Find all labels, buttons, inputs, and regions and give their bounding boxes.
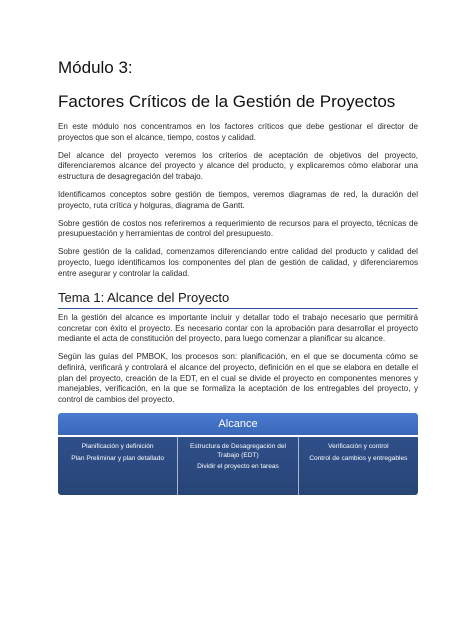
intro-paragraph: En este módulo nos concentramos en los factores críticos que debe gestionar el director de proyectos que son el alcance, tiempo, costos y calidad. — [58, 122, 418, 142]
intro-paragraph: Del alcance del proyecto veremos los criterios de aceptación de objetivos del proyecto, diferenciaremos alcance del proyecto y alcance del producto, y explicaremos cómo elaborar una estructura de desagregación del trabajo. — [58, 150, 418, 181]
section-paragraph: Según las guías del PMBOK, los procesos son: planificación, en el que se documenta cómo se definirá, verificará y controlará el alcance del proyecto, definición en el que se elabora en detalle el plan del proyecto, creación de la EDT, en el cual se divide el proyecto en componentes menores y manejables, verificación, en la que se formaliza la aceptación de los entregables del proyecto, y control de cambios del proyecto. — [58, 352, 418, 404]
scope-diagram — [58, 413, 418, 495]
intro-paragraph: Sobre gestión de costos nos referiremos a requerimiento de recursos para el proyecto, técnicas de presupuestación y herramientas de control del presupuesto. — [58, 218, 418, 239]
diagram-column-edt — [178, 437, 298, 495]
intro-paragraph: Identificamos conceptos sobre gestión de tiempos, veremos diagramas de red, la duración del proyecto, ruta crítica y holguras, diagrama de Gantt. — [58, 189, 418, 210]
diagram-column-text: Control de cambios y entregables — [309, 454, 408, 462]
intro-paragraph: Sobre gestión de la calidad, comenzamos diferenciando entre calidad del producto y calidad del proyecto, luego identificamos los componentes del plan de gestión de calidad, y diferenciaremos entre asegurar y controlar la calidad. — [58, 247, 418, 278]
section-title: Tema 1: Alcance del Proyecto — [58, 290, 418, 309]
page-content — [58, 58, 418, 495]
module-title: Módulo 3: — [58, 58, 133, 77]
page-title: Factores Críticos de la Gestión de Proyectos — [58, 92, 396, 111]
diagram-column-heading: Estructura de Desagregación del Trabajo (EDT) — [189, 443, 286, 459]
diagram-column-heading: Verificación y control — [328, 443, 389, 451]
diagram-column-text: Plan Preliminar y plan detallado — [71, 454, 165, 462]
diagram-header: Alcance — [58, 413, 418, 435]
section-paragraph: En la gestión del alcance es importante incluir y detallar todo el trabajo necesario que permitirá concretar con éxito el proyecto. Es necesario contar con la aprobación para desarrollar el proyecto mediante el acta de constitución del proyecto, para luego comenzar a planificar su alcance. — [58, 313, 418, 344]
diagram-column-text: Dividir el proyecto en tareas — [197, 463, 279, 471]
diagram-column-planning — [58, 437, 178, 495]
diagram-column-heading: Planificación y definición — [81, 443, 154, 451]
diagram-body — [58, 437, 418, 495]
diagram-column-verification — [299, 437, 418, 495]
